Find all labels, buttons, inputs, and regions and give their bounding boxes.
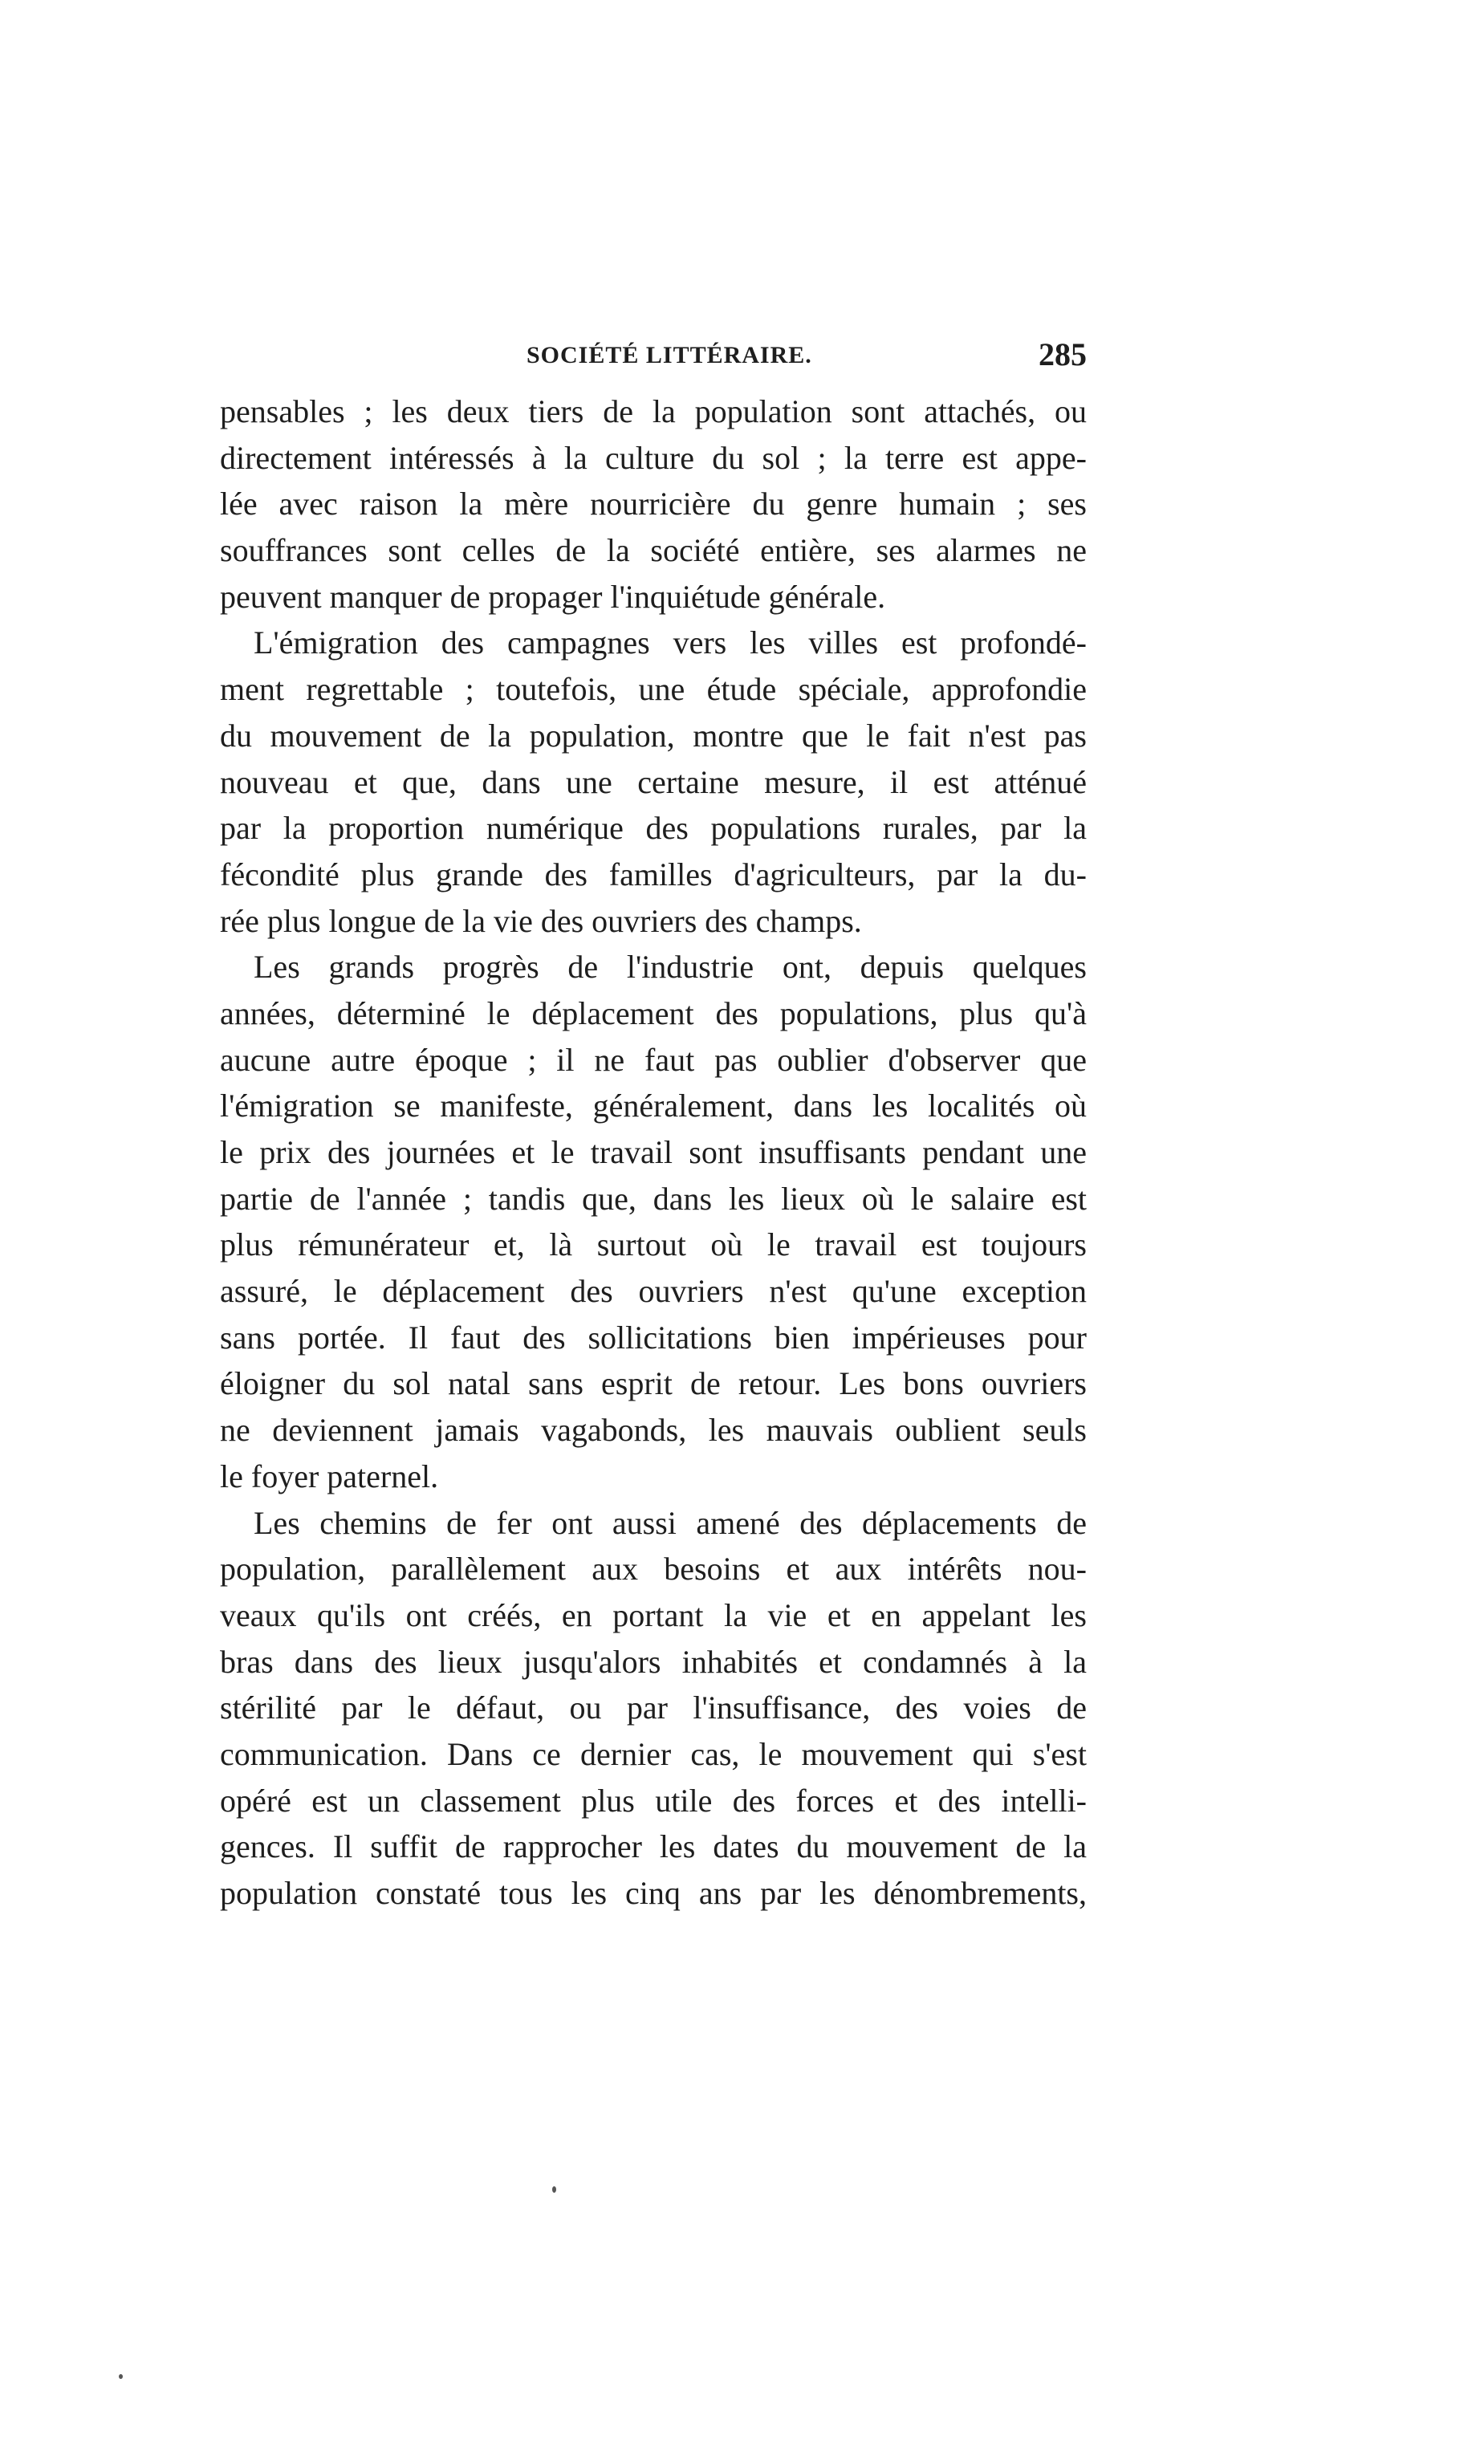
page-header (220, 335, 1087, 384)
text-line: gences. Il suffit de rapprocher les dates du mouvement de la (220, 1828, 1087, 1865)
text-line: pensables ; les deux tiers de la population sont attachés, ou (220, 393, 1087, 429)
text-line: lée avec raison la mère nourricière du genre humain ; ses (220, 486, 1087, 522)
text-line: opéré est un classement plus utile des forces et des intelli- (220, 1782, 1087, 1819)
text-line: L'émigration des campagnes vers les villes est profondé- (254, 624, 1087, 661)
text-line: Les chemins de fer ont aussi amené des déplacements de (254, 1504, 1087, 1541)
scan-speck (119, 2374, 123, 2379)
text-line: fécondité plus grande des familles d'agriculteurs, par la du- (220, 856, 1087, 892)
text-line: nouveau et que, dans une certaine mesure, il est atténué (220, 763, 1087, 800)
running-head: SOCIÉTÉ LITTÉRAIRE. (527, 342, 812, 368)
text-line: ne deviennent jamais vagabonds, les mauvais oublient seuls (220, 1412, 1087, 1449)
text-line: stérilité par le défaut, ou par l'insuffisance, des voies de (220, 1689, 1087, 1726)
text-line: par la proportion numérique des populations rurales, par la (220, 810, 1087, 847)
text-line: communication. Dans ce dernier cas, le mouvement qui s'est (220, 1735, 1087, 1772)
text-line: assuré, le déplacement des ouvriers n'est qu'une exception (220, 1273, 1087, 1310)
text-line: sans portée. Il faut des sollicitations bien impérieuses pour (220, 1319, 1087, 1356)
paragraph-4 (220, 1500, 1087, 1917)
text-line: ment regrettable ; toutefois, une étude spéciale, approfondie (220, 671, 1087, 708)
text-line: directement intéressés à la culture du sol ; la terre est appe- (220, 439, 1087, 476)
scan-speck (552, 2186, 556, 2193)
text-line: l'émigration se manifeste, généralement, dans les localités où (220, 1088, 1087, 1124)
text-line: population, parallèlement aux besoins et aux intérêts nou- (220, 1551, 1087, 1588)
paragraph-2 (220, 620, 1087, 944)
text-line: souffrances sont celles de la société entière, ses alarmes ne (220, 532, 1087, 569)
text-line: population constaté tous les cinq ans par les dénombrements, (220, 1875, 1087, 1911)
text-line: plus rémunérateur et, là surtout où le travail est toujours (220, 1226, 1087, 1263)
text-line: années, déterminé le déplacement des populations, plus qu'à (220, 994, 1087, 1031)
text-line: peuvent manquer de propager l'inquiétude générale. (220, 578, 886, 615)
text-line: du mouvement de la population, montre que le fait n'est pas (220, 717, 1087, 754)
paragraph-1 (220, 388, 1087, 620)
text-line: veaux qu'ils ont créés, en portant la vie et en appelant les (220, 1596, 1087, 1633)
text-line: aucune autre époque ; il ne faut pas oublier d'observer que (220, 1041, 1087, 1078)
text-line: partie de l'année ; tandis que, dans les lieux où le salaire est (220, 1180, 1087, 1217)
text-line: rée plus longue de la vie des ouvriers des champs. (220, 902, 862, 939)
text-line: le prix des journées et le travail sont insuffisants pendant une (220, 1134, 1087, 1170)
text-line: le foyer paternel. (220, 1458, 439, 1494)
text-line: éloigner du sol natal sans esprit de retour. Les bons ouvriers (220, 1365, 1087, 1402)
body-text (220, 388, 1087, 1917)
page-number: 285 (1039, 336, 1087, 372)
text-line: Les grands progrès de l'industrie ont, depuis quelques (254, 949, 1087, 986)
paragraph-3 (220, 944, 1087, 1499)
text-line: bras dans des lieux jusqu'alors inhabités et condamnés à la (220, 1643, 1087, 1680)
